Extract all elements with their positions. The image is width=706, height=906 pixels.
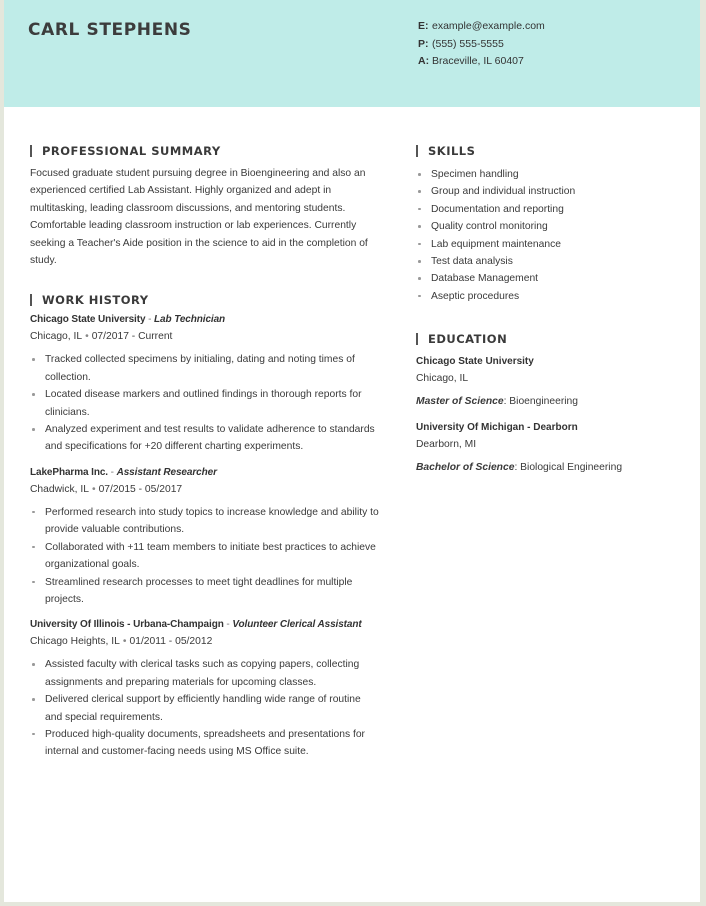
contact-address <box>418 53 545 71</box>
meta-separator: • <box>91 483 96 495</box>
job-role: Lab Technician <box>154 314 226 326</box>
job-bullet: Assisted faculty with clerical tasks such as copying papers, collecting assignments and preparing materials for upcoming classes. <box>30 656 380 691</box>
job-bullet: Performed research into study topics to increase knowledge and ability to provide valuable contributions. <box>30 504 380 539</box>
job-bullet: Located disease markers and outlined findings in thorough reports for clinicians. <box>30 386 380 421</box>
job-meta <box>30 481 380 498</box>
job-company: LakePharma Inc. <box>30 466 108 478</box>
job-role: Assistant Researcher <box>116 466 217 478</box>
edu-field: : Bioengineering <box>503 396 578 408</box>
education-entry <box>416 419 686 476</box>
skill-item: Database Management <box>416 270 686 287</box>
education-title: EDUCATION <box>428 332 508 347</box>
job-dash: - <box>110 466 114 478</box>
job-meta <box>30 633 380 650</box>
education-entry <box>416 353 686 410</box>
skill-item: Group and individual instruction <box>416 183 686 200</box>
job-dates: 07/2017 - Current <box>91 331 173 343</box>
edu-degree-line <box>416 393 686 410</box>
job-title-line <box>30 311 380 328</box>
job-company: University Of Illinois - Urbana-Champaign <box>30 619 224 631</box>
contact-block <box>418 18 545 71</box>
job-title-line <box>30 464 380 481</box>
summary-text: Focused graduate student pursuing degree in Bioengineering and also an experienced certified Lab Assistant. Highly organized and adept in multitasking, leading classroom discussions, and mentoring students. Comfortable leading classroom instruction or lab experiences. Currently seeking a Teacher's Aide position in the science to aid in the completion of study. <box>30 168 368 267</box>
job-bullets <box>30 351 380 455</box>
job-bullet: Analyzed experiment and test results to validate adherence to standards and specifications for +20 different charting experiments. <box>30 421 380 456</box>
job-location: Chadwick, IL <box>30 483 89 495</box>
edu-school: University Of Michigan - Dearborn <box>416 422 578 434</box>
job-meta <box>30 328 380 345</box>
edu-location: Chicago, IL <box>416 373 469 385</box>
contact-phone-label: P: <box>418 37 429 50</box>
skill-item: Lab equipment maintenance <box>416 236 686 253</box>
job-entry <box>30 311 380 455</box>
job-dash: - <box>148 314 152 326</box>
contact-email-label: E: <box>418 20 429 32</box>
job-bullet: Produced high-quality documents, spreadsheets and presentations for internal and customer-facing needs using MS Office suite. <box>30 726 380 761</box>
job-dates: 07/2015 - 05/2017 <box>98 483 183 495</box>
resume-header <box>4 0 700 107</box>
edu-degree: Bachelor of Science <box>416 462 515 474</box>
job-company: Chicago State University <box>30 314 146 326</box>
right-column <box>416 142 686 476</box>
edu-school: Chicago State University <box>416 356 534 368</box>
left-column <box>30 142 380 761</box>
skills-heading <box>416 142 686 160</box>
contact-address-value: Braceville, IL 60407 <box>432 55 524 67</box>
job-bullet: Collaborated with +11 team members to initiate best practices to achieve organizational goals. <box>30 539 380 574</box>
job-role: Volunteer Clerical Assistant <box>232 619 362 631</box>
summary-heading <box>30 142 380 160</box>
job-location: Chicago Heights, IL <box>30 636 120 648</box>
edu-degree-line <box>416 459 686 476</box>
skills-title: SKILLS <box>428 144 476 158</box>
section-marker <box>30 145 32 157</box>
edu-location: Dearborn, MI <box>416 439 477 451</box>
work-heading <box>30 291 380 309</box>
work-title: WORK HISTORY <box>42 293 149 308</box>
job-dash: - <box>226 619 230 631</box>
job-dates: 01/2011 - 05/2012 <box>129 636 213 648</box>
skill-item: Specimen handling <box>416 166 686 183</box>
education-heading <box>416 330 686 348</box>
meta-separator: • <box>85 331 89 343</box>
section-marker <box>416 145 418 157</box>
job-entry <box>30 464 380 608</box>
edu-degree: Master of Science <box>416 396 504 408</box>
skills-list <box>416 166 686 305</box>
job-bullets <box>30 504 380 608</box>
contact-address-label: A: <box>418 55 430 67</box>
job-bullets <box>30 656 380 760</box>
section-marker <box>30 294 32 306</box>
job-location: Chicago, IL <box>30 331 83 343</box>
contact-phone-value: (555) 555-5555 <box>432 37 504 50</box>
candidate-name: CARL STEPHENS <box>28 20 192 40</box>
skill-item: Quality control monitoring <box>416 218 686 235</box>
job-bullet: Delivered clerical support by efficiently handling wide range of routine and special requirements. <box>30 691 380 726</box>
job-entry <box>30 616 380 760</box>
job-bullet: Streamlined research processes to meet tight deadlines for multiple projects. <box>30 574 380 609</box>
section-marker <box>416 333 418 345</box>
summary-title: PROFESSIONAL SUMMARY <box>42 144 221 158</box>
contact-email-value: example@example.com <box>432 20 545 32</box>
job-bullet: Tracked collected specimens by initialing, dating and noting times of collection. <box>30 351 380 386</box>
edu-field: : Biological Engineering <box>514 462 623 474</box>
meta-separator: • <box>122 636 127 648</box>
skill-item: Aseptic procedures <box>416 288 686 305</box>
contact-email <box>418 18 545 36</box>
skill-item: Documentation and reporting <box>416 201 686 218</box>
skill-item: Test data analysis <box>416 253 686 270</box>
contact-phone <box>418 36 545 54</box>
job-title-line <box>30 616 380 633</box>
resume-page <box>4 0 700 902</box>
